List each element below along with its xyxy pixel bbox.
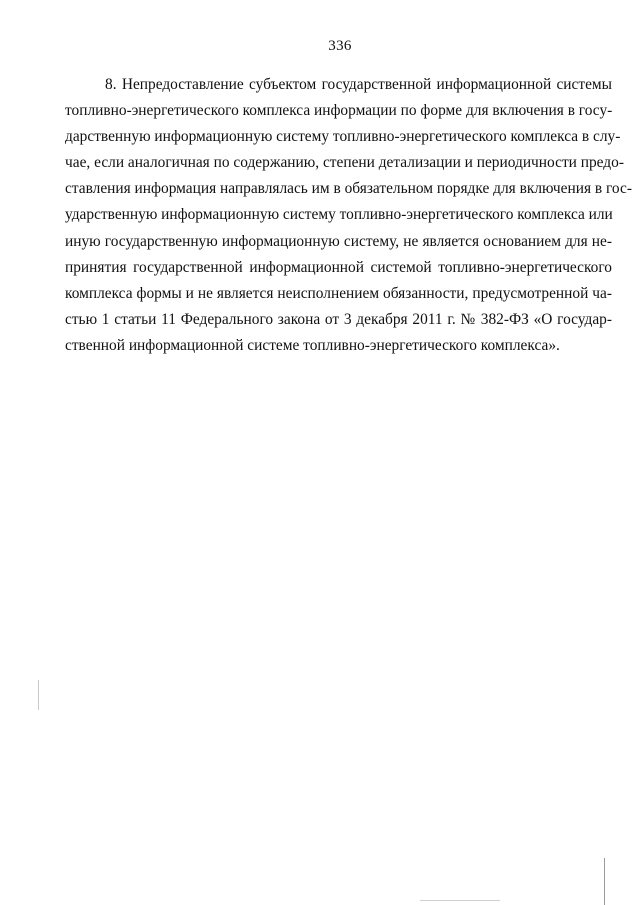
- paragraph-line: иную государственную информационную систему, не является основанием для не-: [65, 232, 612, 250]
- paragraph-line: 8. Непредоставление субъектом государственной информационной системы: [105, 76, 612, 93]
- scan-artifact-left: [38, 680, 39, 710]
- scan-artifact-right: [604, 858, 605, 905]
- paragraph-line: топливно-энергетического комплекса информации по форме для включения в госу-: [65, 102, 613, 120]
- paragraph-line: комплекса формы и не является неисполнением обязанности, предусмотренной ча-: [65, 284, 612, 302]
- paragraph-line: ственной информационной системе топливно-энергетического комплекса».: [65, 336, 560, 354]
- paragraph-line: принятия государственной информационной системой топливно-энергетического: [65, 258, 612, 276]
- paragraph-line: стью 1 статьи 11 Федерального закона от 3 декабря 2011 г. № 382-ФЗ «О государ-: [65, 310, 612, 328]
- paragraph-line: ударственную информационную систему топливно-энергетического комплекса или: [65, 206, 613, 224]
- paragraph-line: чае, если аналогичная по содержанию, степени детализации и периодичности предо-: [65, 154, 624, 172]
- scan-artifact-bottom: [420, 900, 500, 901]
- paragraph-line: дарственную информационную систему топливно-энергетического комплекса в слу-: [65, 128, 621, 146]
- page-number: 336: [328, 38, 352, 54]
- paragraph-8: [65, 72, 632, 359]
- paragraph-line: ставления информация направлялась им в обязательном порядке для включения в гос-: [65, 180, 632, 198]
